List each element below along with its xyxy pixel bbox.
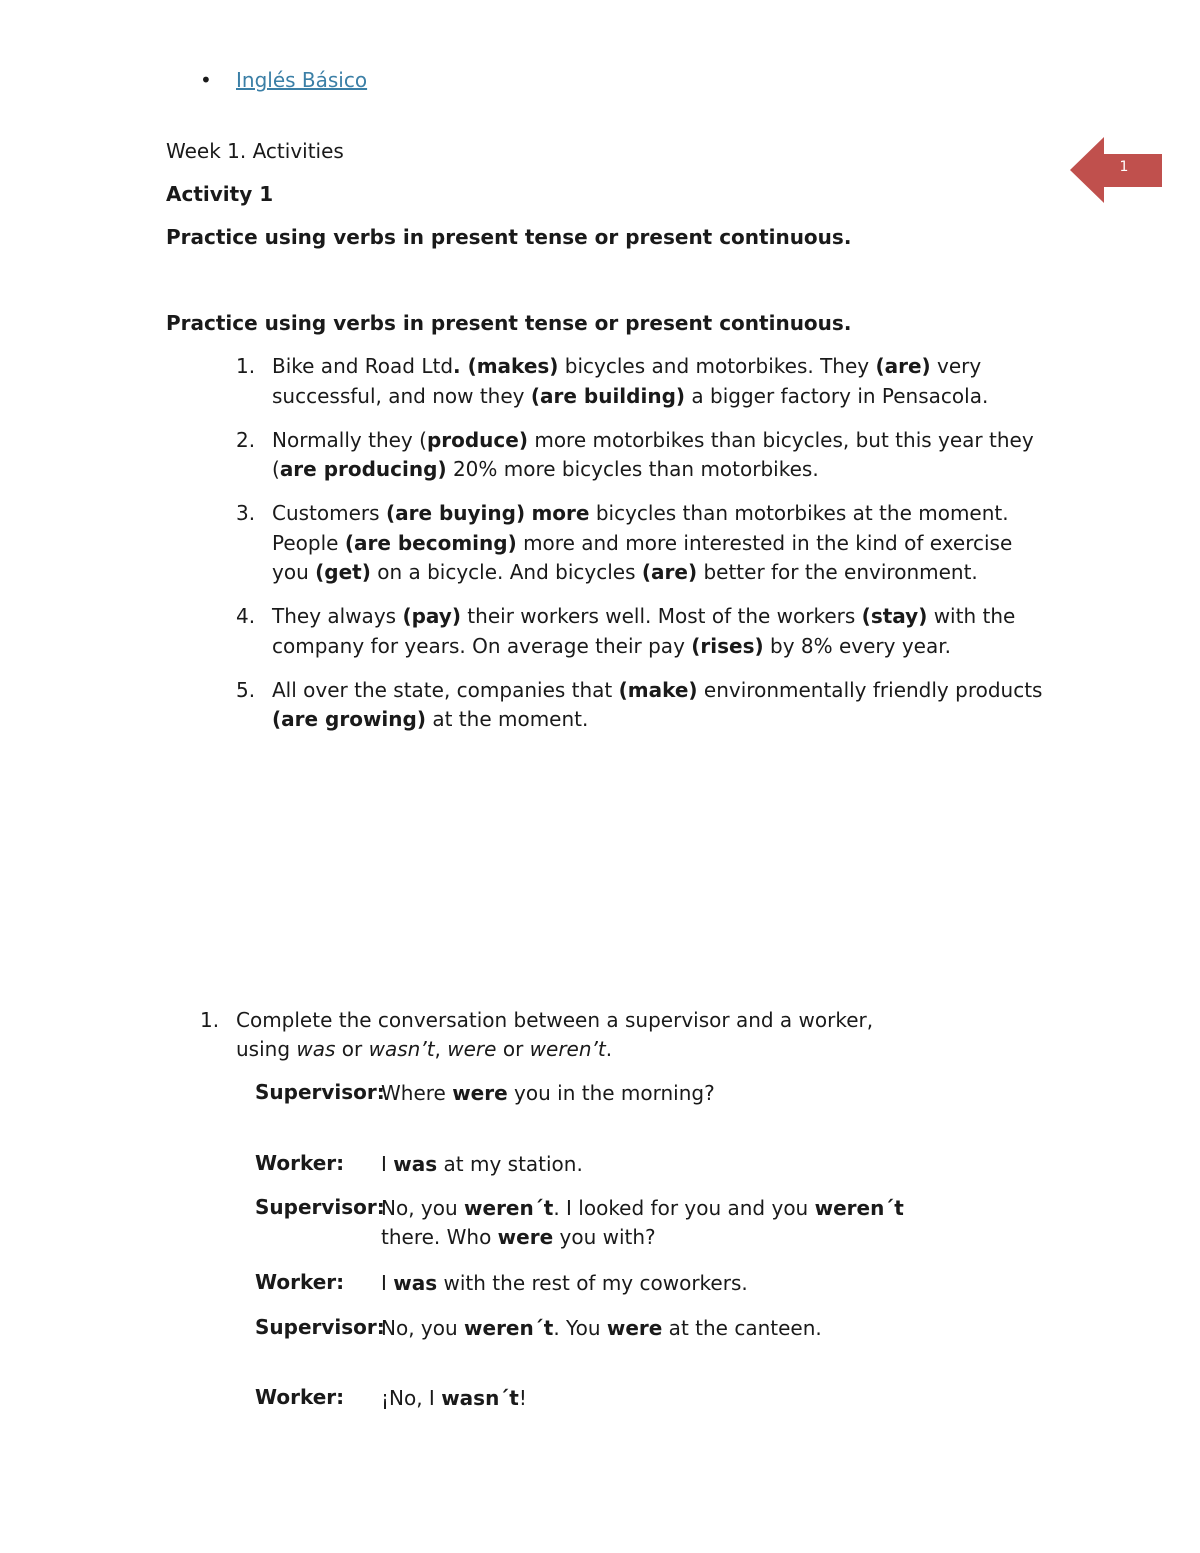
answer-verb: (are becoming) [344, 530, 517, 555]
text-fragment: better for the environment. [697, 560, 978, 584]
speaker-label: Supervisor: [255, 1195, 385, 1219]
answer-verb: wasn´t [441, 1386, 519, 1410]
comment-number: 1 [1119, 159, 1129, 175]
text-fragment: . I looked for you and you [553, 1196, 815, 1220]
prompt-line-1: Complete the conversation between a supervisor and a worker, [236, 1008, 874, 1032]
item-number: 3. [236, 501, 256, 525]
text-fragment: I [381, 1271, 394, 1295]
exercise-2-number: 1. [200, 1008, 220, 1032]
instruction-repeat: Practice using verbs in present tense or present continuous. [166, 311, 852, 335]
speaker-label: Worker: [255, 1151, 345, 1175]
speaker-label: Supervisor: [255, 1315, 385, 1339]
answer-verb: are producing) [279, 457, 447, 481]
exercise-item [166, 499, 1046, 588]
prompt-end: . [605, 1037, 613, 1061]
word-were: were [447, 1037, 497, 1061]
exercise-item [166, 602, 1046, 661]
instruction: Practice using verbs in present tense or present continuous. [166, 225, 852, 249]
course-link[interactable]: Inglés Básico [236, 68, 368, 92]
utterance [381, 1079, 961, 1108]
utterance [381, 1194, 961, 1252]
week-title: Week 1. Activities [166, 139, 344, 163]
answer-verb: produce) [426, 427, 528, 452]
text-fragment: ! [518, 1386, 527, 1410]
item-number: 4. [236, 604, 256, 628]
word-werent: weren’t [529, 1037, 606, 1061]
answer-verb: weren´t [464, 1316, 554, 1340]
answer-verb: (make) [618, 677, 698, 702]
word-was: was [296, 1037, 336, 1061]
item-number: 1. [236, 354, 256, 378]
text-fragment: you with? [553, 1225, 656, 1249]
word-wasnt: wasn’t [368, 1037, 435, 1061]
speaker-label: Worker: [255, 1385, 345, 1409]
text-fragment: you in the morning? [507, 1081, 715, 1105]
text-fragment: their workers well. Most of the workers [460, 604, 862, 628]
text-fragment: at the moment. [425, 707, 589, 731]
answer-verb: were [606, 1316, 663, 1340]
answer-verb: weren´t [464, 1196, 554, 1220]
exercise-1-list [166, 352, 1046, 749]
answer-verb: (stay) [861, 604, 928, 628]
utterance [381, 1384, 961, 1413]
answer-verb: was [393, 1271, 438, 1295]
text-fragment: ¡No, I [381, 1386, 442, 1410]
text-fragment: at my station. [437, 1152, 583, 1176]
text-fragment: bicycles and motorbikes. They [558, 354, 876, 378]
text-fragment: No, you [381, 1196, 465, 1220]
prompt-comma: , [434, 1037, 448, 1061]
text-fragment: there. Who [381, 1225, 498, 1249]
text-fragment: very successful, and now they [272, 354, 982, 408]
item-number: 2. [236, 427, 256, 452]
text-fragment: environmentally friendly products [697, 677, 1043, 702]
text-fragment: bicycles than motorbikes at the moment. People [272, 501, 1009, 555]
utterance [381, 1150, 961, 1179]
text-fragment: more motorbikes than bicycles, but this year they ( [272, 427, 1034, 481]
answer-verb: were [452, 1081, 508, 1105]
answer-verb: (are buying) [385, 501, 526, 525]
utterance [381, 1314, 961, 1343]
answer-verb: (are) [875, 354, 931, 378]
text-fragment: Customers [272, 501, 386, 525]
speaker-label: Worker: [255, 1270, 345, 1294]
answer-verb: (are building) [530, 383, 686, 408]
answer-verb: (are) [641, 560, 698, 584]
text-fragment: by 8% every year. [763, 633, 951, 658]
answer-verb: was [393, 1152, 438, 1176]
prompt-using: using [236, 1037, 297, 1061]
text-fragment: Where [381, 1081, 453, 1105]
text-fragment: with the rest of my coworkers. [437, 1271, 748, 1295]
exercise-item [166, 426, 1046, 485]
item-number: 5. [236, 677, 256, 702]
bullet-icon: • [200, 68, 212, 92]
text-fragment: at the canteen. [662, 1316, 822, 1340]
text-fragment: All over the state, companies that [272, 677, 619, 702]
text-fragment: a bigger factory in Pensacola. [685, 383, 989, 408]
exercise-item [166, 676, 1046, 735]
text-fragment: Bike and Road Ltd [272, 354, 454, 378]
text-fragment: on a bicycle. And bicycles [370, 560, 642, 584]
text-fragment: They always [272, 604, 403, 628]
answer-verb: weren´t [814, 1196, 904, 1220]
text-fragment: . You [553, 1316, 607, 1340]
text-fragment: I [381, 1152, 394, 1176]
answer-verb: (rises) [691, 633, 764, 658]
text-fragment: No, you [381, 1316, 465, 1340]
answer-verb: were [497, 1225, 554, 1249]
prompt-or: or [335, 1037, 369, 1061]
comment-marker[interactable] [1070, 137, 1162, 203]
answer-verb: more [531, 501, 590, 525]
activity-title: Activity 1 [166, 182, 274, 206]
utterance [381, 1269, 961, 1298]
answer-verb: (are growing) [272, 707, 426, 731]
prompt-or: or [496, 1037, 530, 1061]
answer-verb: . (makes) [453, 354, 559, 378]
text-fragment: Normally they ( [272, 427, 427, 452]
text-fragment: with the company for years. On average their pay [272, 604, 1016, 658]
text-fragment: more and more interested in the kind of exercise you [272, 530, 1013, 584]
exercise-item [166, 352, 1046, 411]
text-fragment: 20% more bicycles than motorbikes. [446, 457, 819, 481]
speaker-label: Supervisor: [255, 1080, 385, 1104]
answer-verb: (get) [315, 560, 371, 584]
answer-verb: (pay) [402, 604, 461, 628]
